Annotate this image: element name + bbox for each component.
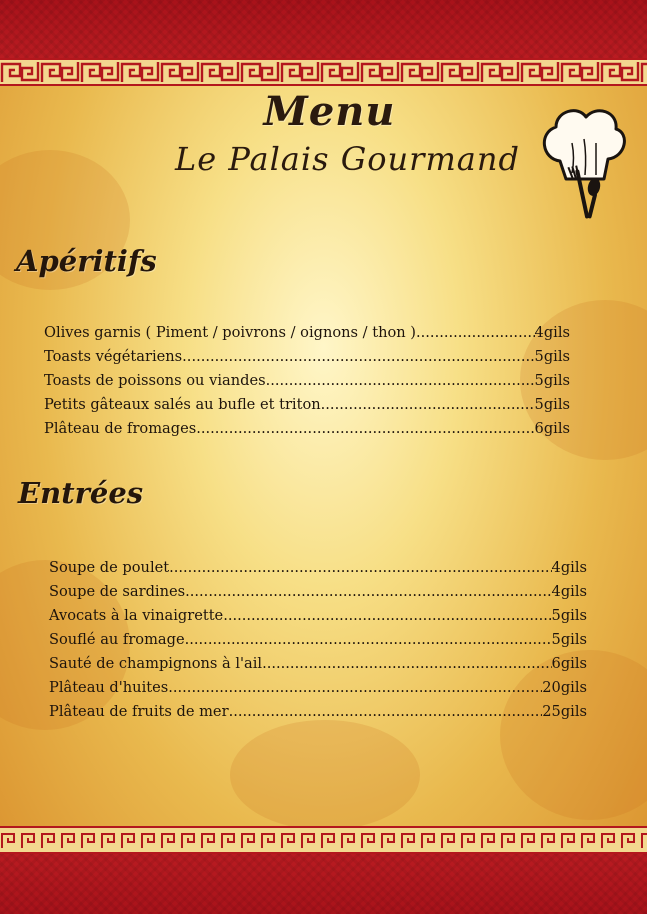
section-heading-entrees: Entrées xyxy=(18,476,144,510)
entrees-list xyxy=(49,556,587,724)
aperitifs-list xyxy=(44,321,570,441)
menu-item xyxy=(49,628,587,652)
item-name: Soupe de poulet xyxy=(49,559,170,576)
item-name: Souflé au fromage xyxy=(49,631,185,648)
menu-item xyxy=(49,604,587,628)
dot-leader xyxy=(185,580,551,604)
item-price: 25gils xyxy=(542,703,587,720)
item-name: Toasts de poissons ou viandes xyxy=(44,372,266,389)
menu-item xyxy=(49,580,587,604)
item-price: 4gils xyxy=(551,559,587,576)
chef-hat-utensils-icon xyxy=(538,103,628,223)
dot-leader xyxy=(223,604,551,628)
menu-title: Menu xyxy=(263,88,396,135)
item-name: Sauté de champignons à l'ail xyxy=(49,655,263,672)
item-name: Olives garnis ( Piment / poivrons / oignons / thon ) xyxy=(44,324,417,341)
menu-item xyxy=(49,556,587,580)
item-price: 5gils xyxy=(534,372,570,389)
item-name: Plâteau de fruits de mer xyxy=(49,703,229,720)
item-name: Avocats à la vinaigrette xyxy=(49,607,224,624)
bottom-red-band xyxy=(0,848,647,914)
menu-item xyxy=(44,369,570,393)
item-price: 20gils xyxy=(542,679,587,696)
item-price: 4gils xyxy=(551,583,587,600)
menu-item xyxy=(44,345,570,369)
dot-leader xyxy=(321,393,535,417)
item-price: 5gils xyxy=(551,631,587,648)
menu-item xyxy=(49,676,587,700)
menu-item xyxy=(44,321,570,345)
section-heading-aperitifs: Apéritifs xyxy=(16,244,157,278)
damask-ornament xyxy=(230,720,420,830)
bottom-fret-border xyxy=(0,826,647,854)
item-price: 4gils xyxy=(534,324,570,341)
top-fret-border xyxy=(0,58,647,86)
dot-leader xyxy=(182,345,534,369)
menu-item xyxy=(44,417,570,441)
dot-leader xyxy=(168,676,542,700)
menu-item xyxy=(44,393,570,417)
dot-leader xyxy=(229,700,543,724)
item-price: 5gils xyxy=(551,607,587,624)
item-price: 6gils xyxy=(551,655,587,672)
dot-leader xyxy=(169,556,551,580)
dot-leader xyxy=(266,369,535,393)
dot-leader xyxy=(185,628,552,652)
item-name: Plâteau de fromages xyxy=(44,420,197,437)
restaurant-name: Le Palais Gourmand xyxy=(175,140,520,178)
dot-leader xyxy=(416,321,535,345)
item-name: Soupe de sardines xyxy=(49,583,186,600)
item-name: Toasts végétariens xyxy=(44,348,183,365)
item-price: 5gils xyxy=(534,348,570,365)
item-name: Petits gâteaux salés au bufle et triton xyxy=(44,396,321,413)
menu-item xyxy=(49,700,587,724)
menu-item xyxy=(49,652,587,676)
dot-leader xyxy=(196,417,534,441)
item-name: Plâteau d'huites xyxy=(49,679,169,696)
top-red-band xyxy=(0,0,647,62)
item-price: 5gils xyxy=(534,396,570,413)
dot-leader xyxy=(262,652,551,676)
item-price: 6gils xyxy=(534,420,570,437)
